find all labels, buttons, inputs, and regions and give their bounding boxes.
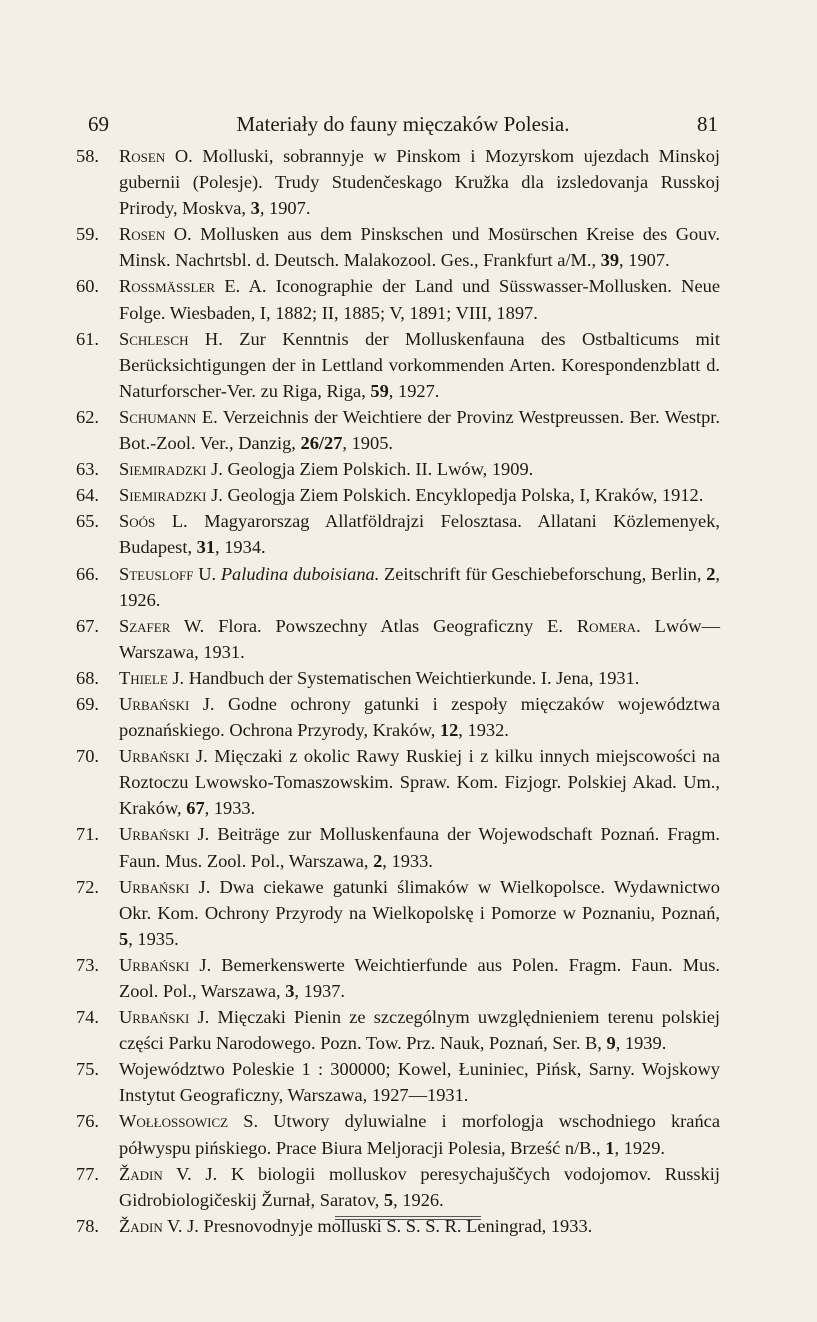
reference-author: Urbański xyxy=(119,954,190,975)
reference-number: 77. xyxy=(76,1163,99,1184)
reference-author: Soós xyxy=(119,511,156,532)
reference-item xyxy=(76,1161,720,1213)
reference-number: 60. xyxy=(76,276,99,297)
reference-text: Dwa ciekawe gatunki ślimaków w Wielkopolsce. Wydawnictwo Okr. Kom. Ochrony Przyrody na Wielkopolskę i Pomorze w Poznaniu, Poznań, xyxy=(119,876,720,923)
reference-item xyxy=(76,561,720,613)
reference-text: Mollusken aus dem Pinskschen und Mosürschen Kreise des Gouv. Minsk. Nachrtsbl. d. Deutsch. Malakozool. Ges., Frankfurt a/M., xyxy=(119,224,721,271)
reference-number: 67. xyxy=(76,615,99,636)
reference-number: 59. xyxy=(76,224,99,245)
reference-volume: 2 xyxy=(373,850,383,871)
stamp-number: 69 xyxy=(88,112,109,136)
reference-initials: U. xyxy=(193,563,221,584)
reference-author: Schumann xyxy=(119,406,197,427)
reference-volume: 59 xyxy=(370,380,389,401)
reference-author: Steusloff xyxy=(119,563,194,584)
reference-volume: 9 xyxy=(606,1033,616,1054)
reference-number: 74. xyxy=(76,1007,99,1028)
reference-text: Mięczaki Pienin ze szczególnym uwzględnieniem terenu polskiej części Parku Narodowego. Pozn. Tow. Prz. Nauk, Poznań, Ser. B, xyxy=(119,1007,720,1054)
end-rule xyxy=(335,1216,481,1220)
reference-number: 72. xyxy=(76,876,99,897)
reference-text: Flora. Powszechny Atlas Geograficzny E. xyxy=(218,615,577,636)
reference-author-inline: Romera xyxy=(576,615,637,636)
reference-initials: O. xyxy=(165,224,201,245)
reference-volume: 3 xyxy=(285,981,295,1001)
reference-initials: J. xyxy=(189,746,215,767)
reference-initials: E. xyxy=(196,406,223,427)
reference-year: , 1939. xyxy=(615,1033,667,1054)
reference-text: K biologii molluskov peresychajuščych vodojomov. Russkij Gidrobiologičeskij Žurnał, Saratov, xyxy=(119,1163,720,1210)
reference-italic-title: Paludina duboisiana. xyxy=(220,563,380,584)
reference-item xyxy=(76,665,720,691)
reference-text: Iconographie der Land und Süsswasser-Mollusken. Neue Folge. Wiesbaden, I, 1882; II, 1885; V, 1891; VIII, 1897. xyxy=(119,276,720,323)
reference-author: Rosen xyxy=(119,224,166,245)
reference-number: 63. xyxy=(76,459,99,480)
reference-text: Beiträge zur Molluskenfauna der Wojewodschaft Poznań. Fragm. Faun. Mus. Zool. Pol., Warszawa, xyxy=(119,824,720,871)
reference-number: 71. xyxy=(76,824,99,845)
reference-number: 68. xyxy=(76,667,99,688)
reference-year: , 1932. xyxy=(458,720,509,741)
reference-year: , 1907. xyxy=(259,198,311,219)
reference-initials: J. xyxy=(206,485,228,506)
reference-number: 76. xyxy=(76,1111,99,1132)
reference-volume: 2 xyxy=(706,563,716,584)
reference-number: 58. xyxy=(76,146,99,166)
reference-item xyxy=(76,456,720,482)
reference-initials: V. J. xyxy=(162,1215,204,1236)
reference-author: Rossmässler xyxy=(119,276,216,297)
reference-text: Zur Kenntnis der Molluskenfauna des Ostbalticums mit Berücksichtigungen der in Lettland vorkommenden Arten. Korespondenzblatt d. Naturforscher-Ver. zu Riga, Riga, xyxy=(119,328,720,401)
reference-year: , 1926. xyxy=(393,1189,444,1210)
reference-item xyxy=(76,508,720,560)
reference-text-tail: . Lwów—Warszawa, 1931. xyxy=(119,615,720,662)
reference-number: 73. xyxy=(76,954,99,975)
reference-number: 62. xyxy=(76,406,99,427)
reference-item xyxy=(76,952,720,1004)
reference-author: Wołłossowicz xyxy=(119,1111,229,1132)
reference-year: , 1934. xyxy=(215,537,266,558)
reference-author: Szafer xyxy=(119,615,171,636)
reference-list xyxy=(76,143,720,1239)
reference-year: , 1933. xyxy=(382,850,433,871)
reference-number: 65. xyxy=(76,511,99,532)
reference-author: Urbański xyxy=(119,824,190,845)
reference-text: Geologja Ziem Polskich. II. Lwów, 1909. xyxy=(227,459,534,480)
reference-text: Bemerkenswerte Weichtierfunde aus Polen. Fragm. Faun. Mus. Zool. Pol., Warszawa, xyxy=(119,954,721,1001)
running-header xyxy=(88,104,718,144)
reference-text: Verzeichnis der Weichtiere der Provinz Westpreussen. Ber. Westpr. Bot.-Zool. Ver., Danzig, xyxy=(119,406,720,454)
reference-author: Žadin xyxy=(119,1163,163,1184)
reference-volume: 1 xyxy=(605,1137,615,1158)
reference-item xyxy=(76,273,720,325)
reference-author: Thiele xyxy=(119,667,168,688)
reference-year: , 1929. xyxy=(614,1137,666,1158)
reference-volume: 12 xyxy=(439,720,459,741)
reference-initials: J. xyxy=(189,693,228,714)
reference-initials: J. xyxy=(206,459,228,480)
reference-author: Urbański xyxy=(119,1007,190,1028)
reference-author: Siemiradzki xyxy=(119,459,207,480)
reference-item xyxy=(76,821,720,873)
reference-text: Handbuch der Systematischen Weichtierkunde. I. Jena, 1931. xyxy=(188,667,640,688)
reference-year: , 1935. xyxy=(128,928,179,949)
reference-item xyxy=(76,691,720,743)
reference-item xyxy=(76,1108,720,1160)
reference-text: Godne ochrony gatunki i zespoły mięczaków województwa poznańskiego. Ochrona Przyrody, Kraków, xyxy=(119,693,721,741)
reference-text: Magyarorszag Allatföldrajzi Felosztasa. Allatani Közlemenyek, Budapest, xyxy=(119,511,720,558)
reference-item xyxy=(76,221,720,273)
reference-item xyxy=(76,143,720,221)
reference-initials: J. xyxy=(167,667,189,688)
reference-number: 64. xyxy=(76,485,99,506)
reference-author: Žadin xyxy=(119,1215,163,1236)
reference-volume: 26/27 xyxy=(300,433,343,454)
reference-volume: 5 xyxy=(383,1189,394,1210)
reference-volume: 31 xyxy=(196,537,216,558)
reference-author: Siemiradzki xyxy=(119,485,207,506)
reference-volume: 39 xyxy=(600,250,620,271)
reference-author: Urbański xyxy=(119,876,190,897)
reference-text: Presnovodnyje molluski S. S. S. R. Leningrad, 1933. xyxy=(203,1215,593,1236)
reference-text: Utwory dyluwialne i morfologja wschodniego krańca półwyspu pińskiego. Prace Biura Meljoracji Polesia, Brześć n/B., xyxy=(119,1111,720,1158)
reference-initials: J. xyxy=(189,876,220,897)
reference-number: 66. xyxy=(76,563,99,584)
reference-item xyxy=(76,404,720,456)
reference-author: Urbański xyxy=(119,746,190,767)
reference-volume: 3 xyxy=(250,198,260,219)
reference-text: Molluski, sobrannyje w Pinskom i Mozyrskom ujezdach Minskoj gubernii (Polesje). Trudy Studenčeskago Kružka dla izsledovanja Russkoj Prirody, Moskva, xyxy=(119,146,720,219)
reference-item xyxy=(76,1004,720,1056)
reference-number: 69. xyxy=(76,693,99,714)
reference-item xyxy=(76,1056,720,1108)
reference-volume: 5 xyxy=(119,928,129,949)
reference-number: 78. xyxy=(76,1215,99,1236)
reference-item xyxy=(76,743,720,821)
reference-item xyxy=(76,482,720,508)
reference-year: , 1926. xyxy=(119,563,720,610)
reference-initials: H. xyxy=(188,328,240,349)
reference-number: 61. xyxy=(76,328,99,349)
reference-initials: W. xyxy=(170,615,219,636)
reference-initials: O. xyxy=(165,146,203,166)
reference-volume: 67 xyxy=(186,798,205,819)
reference-text: Mięczaki z okolic Rawy Ruskiej i z kilku innych miejscowości na Roztoczu Lwowsko-Tomaszowskim. Spraw. Kom. Fizjogr. Polskiej Akad. Um., Kraków, xyxy=(119,746,720,819)
reference-year: , 1937. xyxy=(294,981,345,1001)
reference-author: Urbański xyxy=(119,693,190,714)
reference-item xyxy=(76,874,720,952)
reference-year: , 1933. xyxy=(204,798,256,819)
reference-item xyxy=(76,613,720,665)
reference-initials: J. xyxy=(189,1007,218,1028)
reference-author: Rosen xyxy=(119,146,166,166)
reference-year: , 1907. xyxy=(619,250,670,271)
reference-author: Schlesch xyxy=(119,328,189,349)
reference-year: , 1905. xyxy=(342,433,393,454)
running-title: Materiały do fauny mięczaków Polesia. xyxy=(236,112,570,136)
reference-initials: V. J. xyxy=(162,1163,231,1184)
reference-initials: S. xyxy=(228,1111,274,1132)
reference-text: Województwo Poleskie 1 : 300000; Kowel, Łuniniec, Pińsk, Sarny. Wojskowy Instytut Geograficzny, Warszawa, 1927—1931. xyxy=(119,1059,720,1106)
reference-initials: J. xyxy=(189,824,218,845)
reference-initials: E. A. xyxy=(215,276,276,297)
reference-initials: L. xyxy=(155,511,205,532)
reference-text: Geologja Ziem Polskich. Encyklopedja Polska, I, Kraków, 1912. xyxy=(227,485,704,506)
reference-initials: J. xyxy=(189,954,222,975)
page-number: 81 xyxy=(697,112,718,136)
reference-number: 75. xyxy=(76,1059,99,1080)
reference-item xyxy=(76,326,720,404)
reference-year: , 1927. xyxy=(388,380,440,401)
reference-text: Zeitschrift für Geschiebeforschung, Berlin, xyxy=(379,563,707,584)
reference-number: 70. xyxy=(76,746,99,767)
